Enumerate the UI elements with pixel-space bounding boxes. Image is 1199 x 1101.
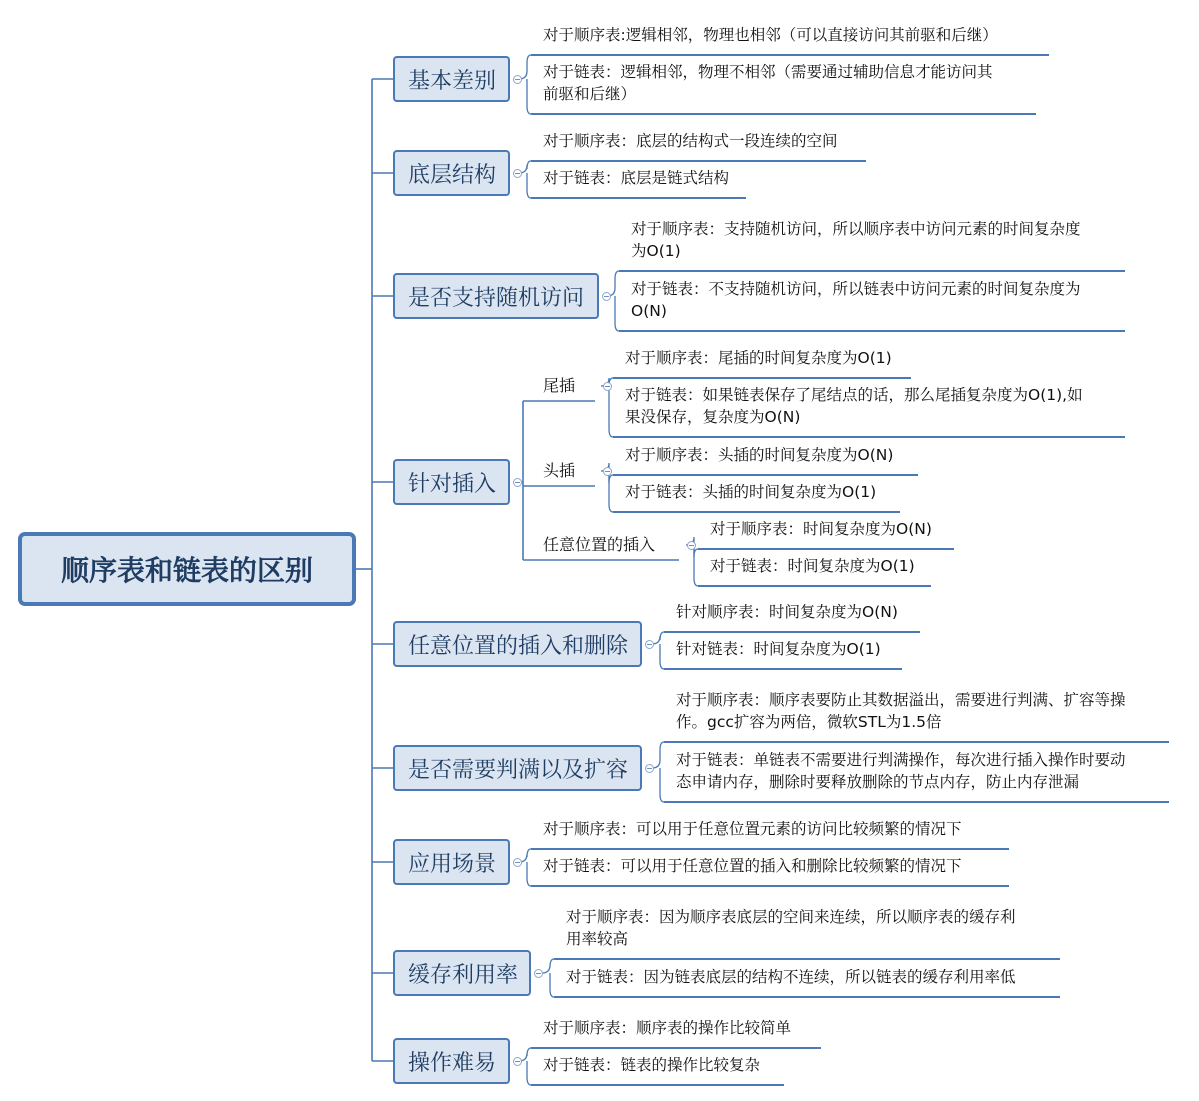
connector [542, 959, 554, 973]
subtopic[interactable] [543, 460, 575, 482]
leaf-text-line: O(N) [631, 302, 667, 320]
leaf-text-line: 对于顺序表：可以用于任意位置元素的访问比较频繁的情况下 [543, 820, 962, 838]
leaf-text-line: 用率较高 [566, 930, 629, 948]
branch-topic[interactable] [393, 273, 599, 319]
leaf-topic[interactable] [625, 481, 876, 503]
connector [527, 862, 531, 886]
connector [660, 768, 664, 802]
leaf-topic[interactable] [625, 384, 1083, 428]
leaf-text-line: 对于顺序表：因为顺序表底层的空间来连续，所以顺序表的缓存利 [566, 908, 1016, 926]
collapse-toggle-icon[interactable] [513, 858, 522, 867]
leaf-topic[interactable] [543, 167, 729, 189]
leaf-topic[interactable] [631, 218, 1081, 262]
branch-topic-label: 基本差别 [408, 68, 497, 94]
leaf-topic[interactable] [631, 278, 1081, 322]
branch-topic-label: 是否需要判满以及扩容 [408, 757, 629, 783]
subtopic-label: 头插 [543, 461, 576, 480]
root-topic[interactable] [18, 532, 356, 606]
collapse-toggle-icon[interactable] [602, 292, 611, 301]
leaf-text-line: 对于链表：因为链表底层的结构不连续，所以链表的缓存利用率低 [566, 968, 1016, 986]
subtopic-label: 任意位置的插入 [543, 535, 656, 554]
connector [615, 296, 619, 331]
leaf-text-line: 针对顺序表：时间复杂度为O(N) [676, 603, 898, 621]
leaf-topic[interactable] [543, 1054, 760, 1076]
branch-topic-label: 操作难易 [408, 1050, 497, 1076]
branch-topic[interactable] [393, 621, 642, 667]
collapse-toggle-icon[interactable] [513, 169, 522, 178]
leaf-topic[interactable] [543, 61, 993, 105]
collapse-toggle-icon[interactable] [645, 640, 654, 649]
subtopic[interactable] [543, 375, 575, 397]
connector [527, 79, 531, 114]
connector [550, 973, 554, 997]
leaf-text-line: 对于链表：时间复杂度为O(1) [710, 557, 915, 575]
collapse-toggle-icon[interactable] [513, 1057, 522, 1066]
collapse-toggle-icon[interactable] [603, 467, 612, 476]
branch-topic-label: 底层结构 [408, 162, 497, 188]
leaf-topic[interactable] [543, 24, 998, 46]
leaf-topic[interactable] [710, 518, 932, 540]
leaf-topic[interactable] [625, 347, 892, 369]
leaf-text-line: 对于链表：底层是链式结构 [543, 169, 730, 187]
leaf-text-line: 为O(1) [631, 242, 681, 260]
leaf-text-line: 对于链表：如果链表保存了尾结点的话，那么尾插复杂度为O(1),如 [625, 386, 1083, 404]
leaf-topic[interactable] [676, 749, 1126, 793]
leaf-topic[interactable] [543, 818, 962, 840]
leaf-text-line: 对于链表：链表的操作比较复杂 [543, 1056, 761, 1074]
leaf-topic[interactable] [566, 906, 1016, 950]
branch-topic[interactable] [393, 745, 642, 791]
connector [527, 1061, 531, 1085]
leaf-text-line: 对于链表：单链表不需要进行判满操作，每次进行插入操作时要动 [676, 751, 1126, 769]
connector [527, 173, 531, 198]
leaf-topic[interactable] [676, 601, 898, 623]
connector [609, 386, 613, 437]
leaf-text-line: 态申请内存，删除时要释放删除的节点内存，防止内存泄漏 [676, 773, 1080, 791]
leaf-text-line: 对于顺序表：尾插的时间复杂度为O(1) [625, 349, 892, 367]
collapse-toggle-icon[interactable] [534, 969, 543, 978]
leaf-text-line: 对于顺序表：支持随机访问，所以顺序表中访问元素的时间复杂度 [631, 220, 1081, 238]
leaf-topic[interactable] [543, 855, 962, 877]
leaf-text-line: 对于顺序表：底层的结构式一段连续的空间 [543, 132, 838, 150]
leaf-topic[interactable] [676, 638, 881, 660]
collapse-toggle-icon[interactable] [687, 541, 696, 550]
connector [652, 742, 664, 768]
branch-topic[interactable] [393, 950, 531, 996]
connector [609, 471, 613, 512]
branch-topic-label: 任意位置的插入和删除 [408, 633, 629, 659]
leaf-topic[interactable] [676, 689, 1126, 733]
leaf-text-line: 作。gcc扩容为两倍，微软STL为1.5倍 [676, 713, 942, 731]
branch-topic[interactable] [393, 56, 510, 102]
branch-topic-label: 应用场景 [408, 851, 497, 877]
leaf-text-line: 对于链表：不支持随机访问，所以链表中访问元素的时间复杂度为 [631, 280, 1081, 298]
collapse-toggle-icon[interactable] [513, 75, 522, 84]
leaf-text-line: 对于链表：逻辑相邻，物理不相邻（需要通过辅助信息才能访问其 [543, 63, 993, 81]
leaf-topic[interactable] [543, 130, 838, 152]
branch-topic[interactable] [393, 839, 510, 885]
connector [694, 545, 698, 586]
branch-topic[interactable] [393, 459, 510, 505]
root-topic-label: 顺序表和链表的区别 [60, 554, 313, 587]
leaf-topic[interactable] [625, 444, 893, 466]
leaf-text-line: 对于顺序表：顺序表的操作比较简单 [543, 1019, 792, 1037]
leaf-text-line: 果没保存，复杂度为O(N) [625, 408, 801, 426]
subtopic[interactable] [543, 534, 655, 556]
branch-topic-label: 是否支持随机访问 [408, 285, 585, 311]
leaf-text-line: 对于链表：可以用于任意位置的插入和删除比较频繁的情况下 [543, 857, 962, 875]
connector [519, 55, 531, 79]
branch-topic-label: 缓存利用率 [408, 962, 519, 988]
connector [660, 644, 664, 669]
leaf-topic[interactable] [543, 1017, 791, 1039]
leaf-text-line: 对于顺序表:逻辑相邻，物理也相邻（可以直接访问其前驱和后继） [543, 26, 998, 44]
leaf-text-line: 前驱和后继） [543, 85, 637, 103]
branch-topic-label: 针对插入 [408, 471, 497, 497]
collapse-toggle-icon[interactable] [603, 382, 612, 391]
subtopic-label: 尾插 [543, 376, 576, 395]
leaf-text-line: 对于顺序表：顺序表要防止其数据溢出，需要进行判满、扩容等操 [676, 691, 1126, 709]
leaf-text-line: 对于顺序表：头插的时间复杂度为O(N) [625, 446, 894, 464]
leaf-text-line: 对于顺序表：时间复杂度为O(N) [710, 520, 932, 538]
collapse-toggle-icon[interactable] [513, 478, 522, 487]
leaf-text-line: 对于链表：头插的时间复杂度为O(1) [625, 483, 877, 501]
leaf-topic[interactable] [710, 555, 915, 577]
branch-topic[interactable] [393, 150, 510, 196]
collapse-toggle-icon[interactable] [645, 764, 654, 773]
leaf-topic[interactable] [566, 966, 1016, 988]
leaf-text-line: 针对链表：时间复杂度为O(1) [676, 640, 881, 658]
branch-topic[interactable] [393, 1038, 510, 1084]
